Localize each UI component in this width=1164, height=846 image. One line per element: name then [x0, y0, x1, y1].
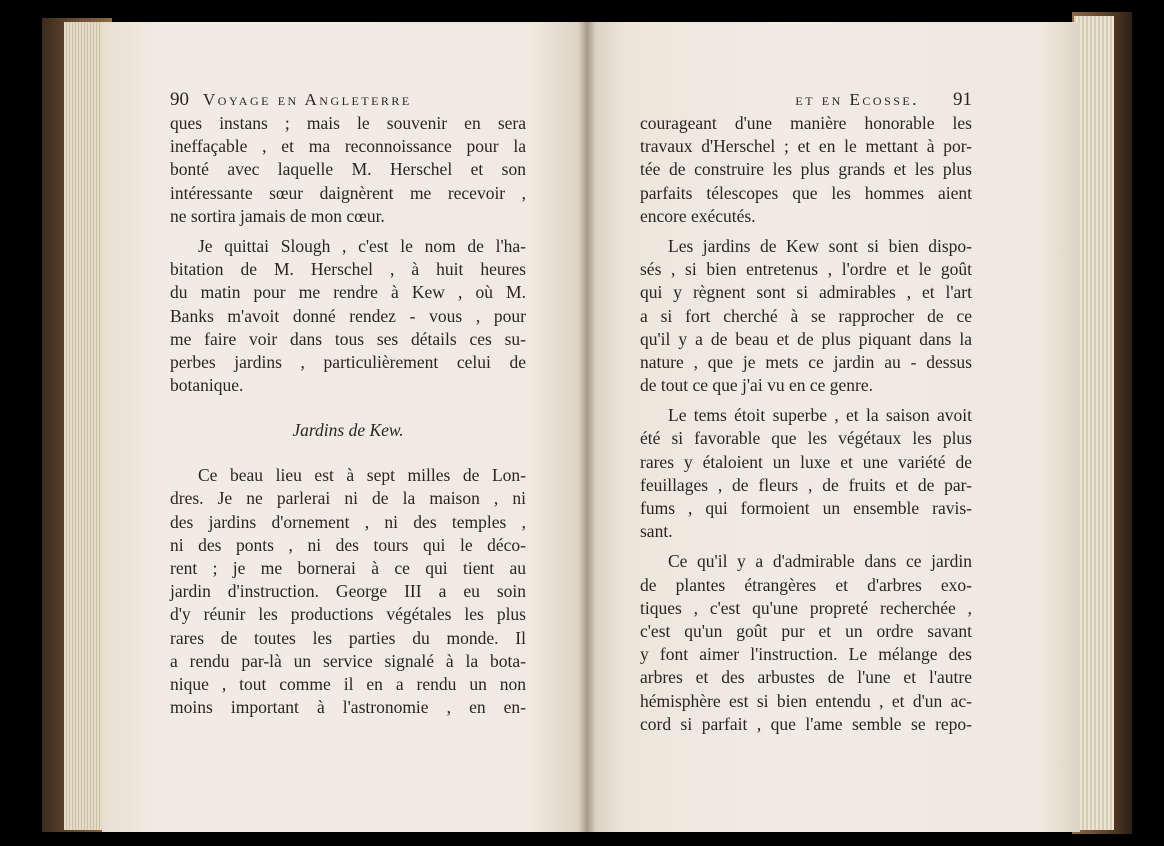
text-line: Ce qu'il y a d'admirable dans ce jardin — [668, 551, 972, 572]
text-line: du matin pour me rendre à Kew , où M. — [170, 282, 526, 303]
text-line: me faire voir dans tous ses détails ces su- — [170, 328, 526, 349]
text-line: c'est qu'un goût pur et un ordre savant — [640, 620, 972, 641]
left-header-title: Voyage en Angleterre — [203, 90, 412, 109]
text-line: arbres et des arbustes de l'une et l'autre — [640, 667, 972, 688]
right-running-header — [640, 88, 972, 112]
book-gutter — [578, 22, 596, 832]
text-line: perbes jardins , particulièrement celui de — [170, 351, 526, 372]
page-edges-left — [64, 22, 106, 830]
right-page-text — [640, 88, 972, 736]
text-line: botanique. — [170, 375, 244, 396]
left-paragraph-3 — [170, 464, 526, 719]
left-paragraph-1 — [170, 112, 526, 228]
text-line: ne sortira jamais de mon cœur. — [170, 205, 385, 226]
text-line: Le tems étoit superbe , et la saison avoit — [668, 405, 972, 426]
text-line: intéressante sœur daignèrent me recevoir , — [170, 182, 526, 203]
text-line: tée de construire les plus grands et les plus — [640, 159, 972, 180]
text-line: fums , qui formoient un ensemble ravis- — [640, 498, 972, 518]
text-line: bonté avec laquelle M. Herschel et son — [170, 159, 526, 180]
text-line: tiques , c'est qu'une propreté recherchée , — [640, 597, 972, 618]
text-line: dres. Je ne parlerai ni de la maison , ni — [170, 488, 526, 509]
right-paragraph-4 — [640, 550, 972, 736]
text-line: de plantes étrangères et d'arbres exo- — [640, 574, 972, 595]
text-line: rent ; je me bornerai à ce qui tient au — [170, 558, 526, 578]
text-line: Ce beau lieu est à sept milles de Lon- — [198, 465, 526, 486]
text-line: sés , si bien entretenus , l'ordre et le goût — [640, 259, 972, 280]
left-page-number: 90 — [170, 89, 189, 110]
text-line: ineffaçable , et ma reconnoissance pour la — [170, 136, 526, 157]
text-line: des jardins d'ornement , ni des temples , — [170, 511, 526, 532]
text-line: ques instans ; mais le souvenir en sera — [170, 113, 526, 133]
text-line: hémisphère est si bien entendu , et d'un ac- — [640, 690, 972, 711]
text-line: nique , tout comme il en a rendu un non — [170, 673, 526, 694]
text-line: rares y étaloient un luxe et une variété de — [640, 451, 972, 472]
section-heading: Jardins de Kew. — [292, 420, 404, 441]
text-line: d'y réunir les productions végétales les plus — [170, 604, 526, 625]
text-line: qu'il y a de beau et de plus piquant dans la — [640, 328, 972, 349]
text-line: Je quittai Slough , c'est le nom de l'ha- — [198, 235, 526, 256]
left-page-text — [170, 88, 526, 719]
text-line: travaux d'Herschel ; et en le mettant à por- — [640, 136, 972, 157]
text-line: nature , que je mets ce jardin au - dessus — [640, 351, 972, 372]
page-edges-right — [1074, 16, 1114, 830]
text-line: jardin d'instruction. George III a eu soin — [170, 581, 526, 602]
right-paragraph-1 — [640, 112, 972, 228]
text-line: été si favorable que les végétaux les plus — [640, 428, 972, 449]
text-line: rares de toutes les parties du monde. Il — [170, 627, 526, 648]
right-paragraph-2 — [640, 235, 972, 397]
text-line: encore exécutés. — [640, 205, 756, 226]
text-line: a rendu par-là un service signalé à la bota- — [170, 650, 526, 671]
right-header-title: et en Ecosse. — [795, 90, 919, 109]
text-line: de tout ce que j'ai vu en ce genre. — [640, 375, 873, 396]
text-line: feuillages , de fleurs , de fruits et de par- — [640, 474, 972, 495]
text-line: Banks m'avoit donné rendez - vous , pour — [170, 305, 526, 326]
text-line: ni des ponts , ni des tours qui le déco- — [170, 534, 526, 555]
text-line: a si fort cherché à se rapprocher de ce — [640, 305, 972, 326]
right-paragraph-3 — [640, 404, 972, 543]
right-page-number: 91 — [953, 89, 972, 110]
text-line: cord si parfait , que l'ame semble se repo- — [640, 713, 972, 734]
text-line: Les jardins de Kew sont si bien dispo- — [668, 235, 972, 256]
text-line: parfaits télescopes que les hommes aient — [640, 182, 972, 203]
text-line: y font aimer l'instruction. Le mélange des — [640, 644, 972, 665]
left-running-header — [170, 88, 526, 112]
text-line: qui y règnent sont si admirables , et l'art — [640, 282, 972, 303]
text-line: sant. — [640, 521, 673, 542]
left-paragraph-2 — [170, 235, 526, 397]
text-line: moins important à l'astronomie , en en- — [170, 697, 526, 718]
text-line: bitation de M. Herschel , à huit heures — [170, 259, 526, 280]
text-line: courageant d'une manière honorable les — [640, 113, 972, 133]
